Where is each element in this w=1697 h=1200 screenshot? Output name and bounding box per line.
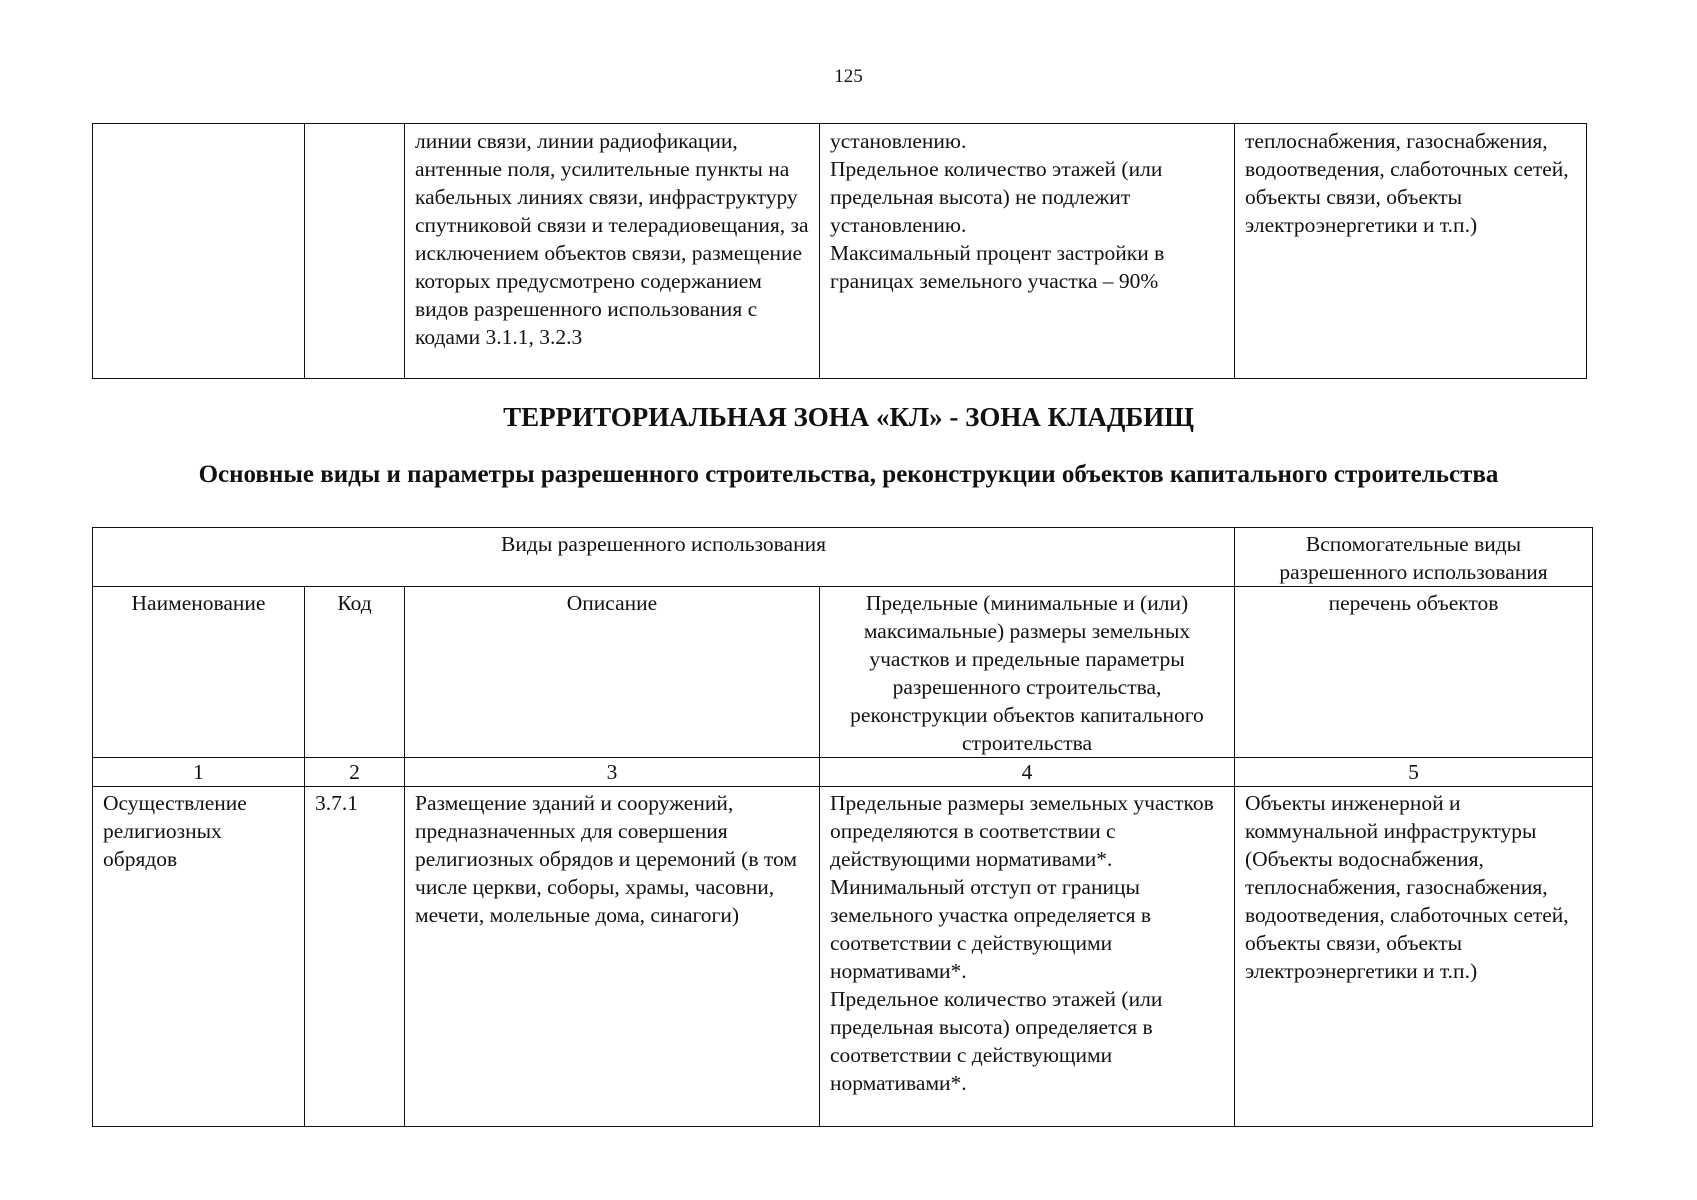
cell-name — [93, 124, 305, 379]
table-column-numbers — [93, 758, 1593, 787]
cell-description: Размещение зданий и сооружений, предназначенных для совершения религиозных обрядов и церемоний (в том числе церкви, соборы, храмы, часовни, мечети, молельные дома, синагоги) — [405, 787, 820, 1127]
cell-parameters: Предельные размеры земельных участков определяются в соответствии с действующими нормативами*. Минимальный отступ от границы земельного участка определяется в соответствии с действующими нормативами*. Предельное количество этажей (или предельная высота) определяется в соответствии с действующими нормативами*. — [820, 787, 1235, 1127]
cell-auxiliary: теплоснабжения, газоснабжения, водоотведения, слаботочных сетей, объекты связи, объекты электроэнергетики и т.п.) — [1235, 124, 1587, 379]
cell-description: линии связи, линии радиофикации, антенные поля, усилительные пункты на кабельных линиях связи, инфраструктуру спутниковой связи и телерадиовещания, за исключением объектов связи, размещение которых предусмотрено содержанием видов разрешенного использования с кодами 3.1.1, 3.2.3 — [405, 124, 820, 379]
table-row — [93, 124, 1587, 379]
table-column-header — [93, 587, 1593, 758]
page-number: 125 — [834, 66, 863, 87]
section-title: Основные виды и параметры разрешенного строительства, реконструкции объектов капитального строительства — [198, 461, 1499, 488]
column-number: 5 — [1235, 758, 1593, 787]
table-row — [93, 787, 1593, 1127]
column-header-aux-list: перечень объектов — [1235, 587, 1593, 758]
cell-name: Осуществление религиозных обрядов — [93, 787, 305, 1127]
column-number: 2 — [305, 758, 405, 787]
cell-parameters: установлению. Предельное количество этажей (или предельная высота) не подлежит установлению. Максимальный процент застройки в границах земельного участка – 90% — [820, 124, 1235, 379]
zone-title: ТЕРРИТОРИАЛЬНАЯ ЗОНА «КЛ» - ЗОНА КЛАДБИЩ — [503, 402, 1194, 432]
column-number: 4 — [820, 758, 1235, 787]
table-group-header — [93, 528, 1593, 587]
column-number: 3 — [405, 758, 820, 787]
column-header-code: Код — [305, 587, 405, 758]
column-header-description: Описание — [405, 587, 820, 758]
continuation-table — [92, 123, 1587, 379]
column-header-parameters: Предельные (минимальные и (или) максимальные) размеры земельных участков и предельные параметры разрешенного строительства, реконструкции объектов капитального строительства — [820, 587, 1235, 758]
cell-code — [305, 124, 405, 379]
cell-auxiliary: Объекты инженерной и коммунальной инфраструктуры (Объекты водоснабжения, теплоснабжения, газоснабжения, водоотведения, слаботочных сетей, объекты связи, объекты электроэнергетики и т.п.) — [1235, 787, 1593, 1127]
group-header-main: Виды разрешенного использования — [93, 528, 1235, 587]
cell-code: 3.7.1 — [305, 787, 405, 1127]
column-header-name: Наименование — [93, 587, 305, 758]
permitted-use-table — [92, 527, 1593, 1127]
column-number: 1 — [93, 758, 305, 787]
group-header-aux: Вспомогательные виды разрешенного использования — [1235, 528, 1593, 587]
